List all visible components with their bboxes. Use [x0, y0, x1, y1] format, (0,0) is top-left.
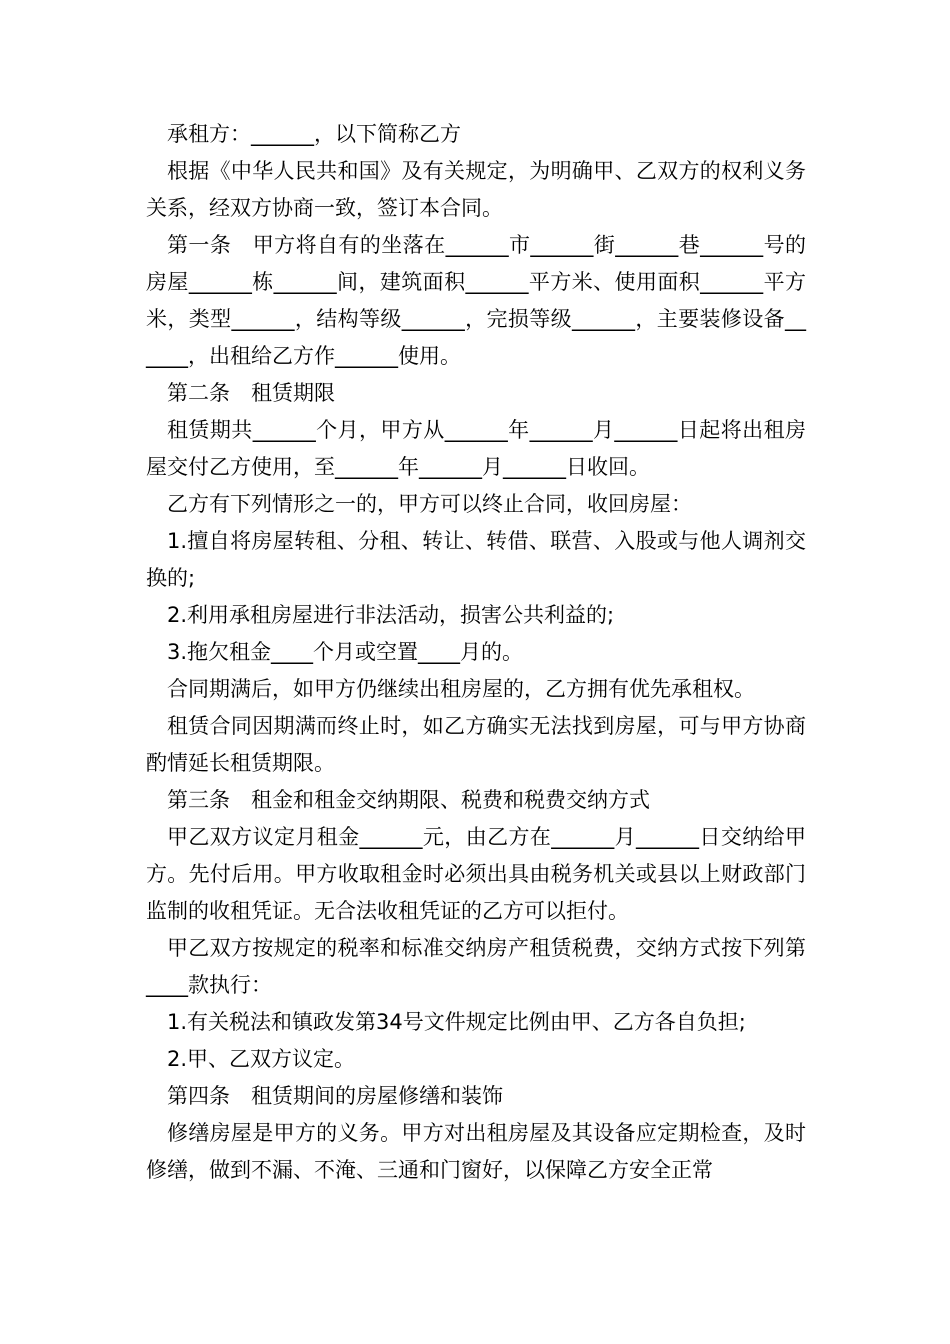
preamble-paragraph: 根据《中华人民共和国》及有关规定，为明确甲、乙双方的权利义务关系，经双方协商一致，签订本合同。 [146, 159, 806, 220]
renewal-priority-paragraph: 合同期满后，如甲方仍继续出租房屋的，乙方拥有优先承租权。 [167, 677, 755, 701]
termination-condition-2: 2.利用承租房屋进行非法活动，损害公共利益的; [167, 603, 615, 627]
tax-option-2: 2.甲、乙双方议定。 [167, 1047, 356, 1071]
tenant-line: 承租方：______，以下简称乙方 [167, 122, 461, 146]
termination-condition-1: 1.擅自将房屋转租、分租、转让、转借、联营、入股或与他人调剂交换的; [146, 529, 806, 590]
lease-extension-paragraph: 租赁合同因期满而终止时，如乙方确实无法找到房屋，可与甲方协商酌情延长租赁期限。 [146, 714, 806, 775]
article-3-heading: 第三条 租金和租金交纳期限、税费和税费交纳方式 [167, 788, 650, 812]
termination-condition-3: 3.拖欠租金____个月或空置____月的。 [167, 640, 524, 664]
article-4-heading: 第四条 租赁期间的房屋修缮和装饰 [167, 1084, 503, 1108]
tax-payment-paragraph: 甲乙双方按规定的税率和标准交纳房产租赁税费，交纳方式按下列第____款执行： [146, 936, 806, 997]
termination-conditions-intro: 乙方有下列情形之一的，甲方可以终止合同，收回房屋： [167, 492, 692, 516]
tax-option-1: 1.有关税法和镇政发第34号文件规定比例由甲、乙方各自负担; [167, 1010, 746, 1034]
article-2-heading: 第二条 租赁期限 [167, 381, 335, 405]
repair-duty-paragraph: 修缮房屋是甲方的义务。甲方对出租房屋及其设备应定期检查，及时修缮，做到不漏、不淹、三通和门窗好，以保障乙方安全正常 [146, 1121, 806, 1182]
article-1-paragraph: 第一条 甲方将自有的坐落在______市______街______巷______号的房屋______栋______间，建筑面积______平方米、使用面积______平方米，类型______，结构等级______，完损等级______，主要装修设备______，出租给乙方作______使用。 [146, 233, 806, 368]
rent-payment-paragraph: 甲乙双方议定月租金______元，由乙方在______月______日交纳给甲方。先付后用。甲方收取租金时必须出具由税务机关或县以上财政部门监制的收租凭证。无合法收租凭证的乙方可以拒付。 [146, 825, 806, 923]
document-body [146, 116, 806, 1189]
lease-term-paragraph: 租赁期共______个月，甲方从______年______月______日起将出租房屋交付乙方使用，至______年______月______日收回。 [146, 418, 806, 479]
